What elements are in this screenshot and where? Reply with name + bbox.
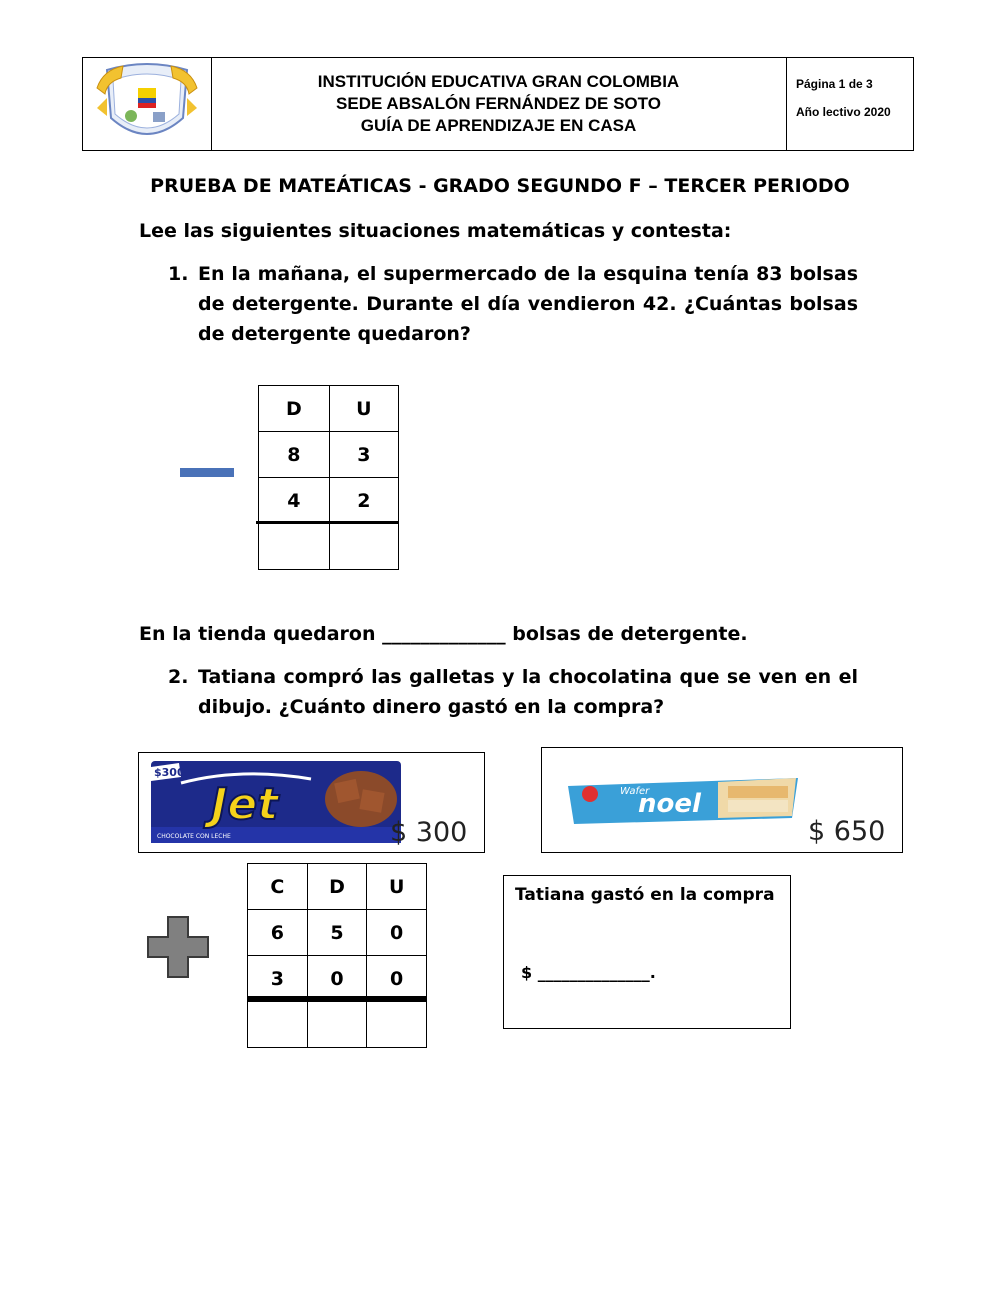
answer-box xyxy=(503,875,791,1029)
question-1-text: En la mañana, el supermercado de la esquina tenía 83 bolsas de detergente. Durante el día vendieron 42. ¿Cuántas bolsas de detergente quedaron? xyxy=(198,263,858,345)
svg-text:Jet: Jet xyxy=(211,779,279,830)
school-shield-icon xyxy=(83,58,211,150)
chocolate-price: $ 300 xyxy=(390,817,468,848)
minus-sign-icon xyxy=(180,468,234,477)
campus-name: SEDE ABSALÓN FERNÁNDEZ DE SOTO xyxy=(336,94,661,113)
question-1-number: 1. xyxy=(168,263,189,285)
svg-text:CHOCOLATE CON LECHE: CHOCOLATE CON LECHE xyxy=(157,833,231,840)
table-cell: 6 xyxy=(248,910,308,956)
svg-text:noel: noel xyxy=(638,789,701,819)
table-row xyxy=(248,864,427,910)
svg-text:$300: $300 xyxy=(154,766,185,779)
question-1-answer-sentence[interactable]: En la tienda quedaron _____________ bolsas de detergente. xyxy=(139,623,748,645)
table-row xyxy=(248,956,427,1002)
document-header xyxy=(82,57,914,151)
table-header-units: U xyxy=(329,386,398,432)
question-2-number: 2. xyxy=(168,666,189,688)
addition-table xyxy=(247,863,427,1048)
table-header-tens: D xyxy=(259,386,330,432)
answer-cell-tens[interactable] xyxy=(259,524,330,570)
school-logo xyxy=(83,58,212,150)
table-row xyxy=(259,524,399,570)
table-cell: 0 xyxy=(367,956,427,1002)
question-2-text: Tatiana compró las galletas y la chocolatina que se ven en el dibujo. ¿Cuánto dinero gastó en la compra? xyxy=(198,666,858,718)
plus-sign-icon xyxy=(147,916,209,978)
answer-box-label: Tatiana gastó en la compra xyxy=(515,885,775,905)
subtraction-table xyxy=(258,385,399,570)
table-cell: 8 xyxy=(259,432,330,478)
school-name: INSTITUCIÓN EDUCATIVA GRAN COLOMBIA xyxy=(317,72,680,91)
table-cell: 0 xyxy=(307,956,367,1002)
page-title: PRUEBA DE MATEÁTICAS - GRADO SEGUNDO F – TERCER PERIODO xyxy=(150,175,850,197)
chocolate-product-box xyxy=(138,752,485,853)
answer-cell-tens[interactable] xyxy=(307,1002,367,1048)
instruction-text: Lee las siguientes situaciones matemáticas y contesta: xyxy=(139,220,732,242)
page-number: Página 1 de 3 xyxy=(796,77,873,91)
school-year: Año lectivo 2020 xyxy=(796,105,891,119)
table-header-units: U xyxy=(367,864,427,910)
table-header-tens: D xyxy=(307,864,367,910)
wafer-cookies-icon xyxy=(568,772,798,826)
sum-line xyxy=(247,996,426,1001)
table-cell: 2 xyxy=(329,478,398,524)
table-row xyxy=(248,910,427,956)
svg-text:Wafer: Wafer xyxy=(620,786,650,797)
table-cell: 4 xyxy=(259,478,330,524)
header-meta xyxy=(787,58,913,150)
table-row xyxy=(259,432,399,478)
table-cell: 3 xyxy=(329,432,398,478)
guide-name: GUÍA DE APRENDIZAJE EN CASA xyxy=(360,116,637,135)
table-cell: 3 xyxy=(248,956,308,1002)
jet-chocolate-icon xyxy=(151,761,401,843)
header-title-block xyxy=(211,58,787,150)
cookies-price: $ 650 xyxy=(808,816,886,847)
answer-cell-hundreds[interactable] xyxy=(248,1002,308,1048)
table-cell: 5 xyxy=(307,910,367,956)
answer-box-blank[interactable]: $ ______________. xyxy=(521,963,656,982)
table-header-hundreds: C xyxy=(248,864,308,910)
answer-cell-units[interactable] xyxy=(329,524,398,570)
table-cell: 0 xyxy=(367,910,427,956)
table-row xyxy=(259,478,399,524)
table-row xyxy=(259,386,399,432)
table-row xyxy=(248,1002,427,1048)
cookies-product-box xyxy=(541,747,903,853)
answer-cell-units[interactable] xyxy=(367,1002,427,1048)
sum-line xyxy=(256,521,398,524)
